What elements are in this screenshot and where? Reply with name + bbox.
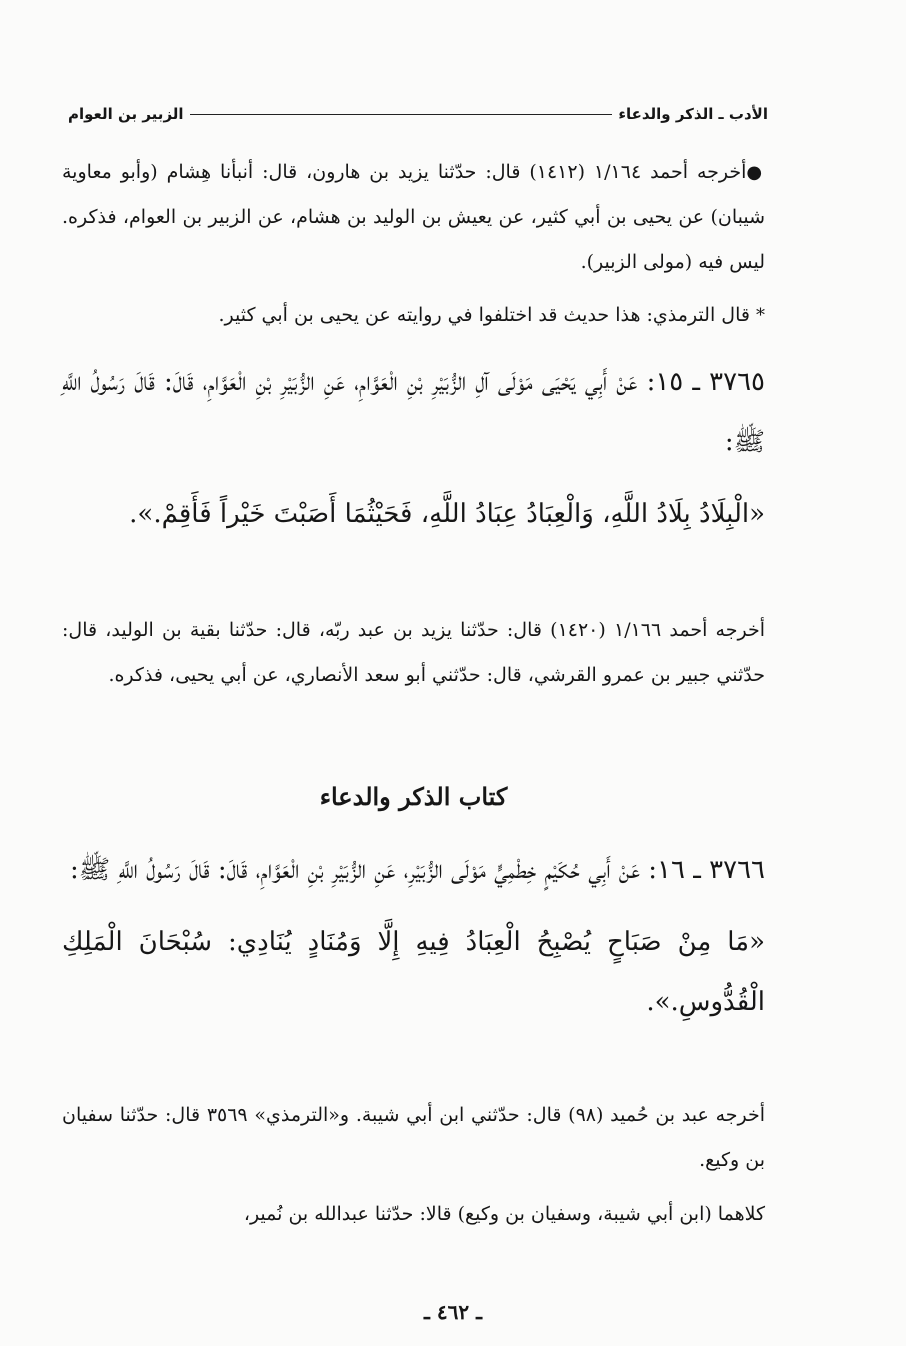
- header-rule: [190, 114, 613, 115]
- header-companion-name: الزبير بن العوام: [68, 105, 184, 123]
- takhrij-note-1: [62, 150, 765, 285]
- note-text: أخرجه أحمد ١/١٦٤ (١٤١٢) قال: حدّثنا يزيد بن هارون، قال: أنبأنا هِشام (وأبو معاوية شيبان) عن يحيى بن أبي كثير، عن يعيش بن الوليد بن هشام، عن الزبير بن العوام، فذكره. ليس فيه (مولى الزبير).: [62, 161, 765, 273]
- hadith-matn: «الْبِلَادُ بِلَادُ اللَّهِ، وَالْعِبَادُ عِبَادُ اللَّهِ، فَحَيْثُمَا أَصَبْتَ خَيْراً فَأَقِمْ.».: [129, 499, 765, 529]
- header-chapter-title: الأدب ـ الذكر والدعاء: [618, 105, 768, 123]
- takhrij-note-2: [62, 608, 765, 698]
- takhrij-note-4: [62, 1192, 765, 1237]
- hadith-3765: [62, 352, 765, 544]
- hadith-isnad: ٣٧٦٦ ـ ١٦: عَنْ أَبِي حُكَيْمٍ خِطْمِيٍّ مَوْلَى الزُّبَيْرِ، عَنِ الزُّبَيْرِ بْنِ الْعَوَّامِ، قَالَ: قَالَ رَسُولُ اللَّهِ ﷺ:: [70, 855, 765, 885]
- comment-text: قال الترمذي: هذا حديث قد اختلفوا في روايته عن يحيى بن أبي كثير.: [218, 304, 750, 326]
- bullet-icon: ●: [746, 162, 766, 183]
- tirmidhi-comment: [62, 293, 765, 338]
- running-header: [68, 101, 768, 127]
- asterisk-icon: *: [756, 305, 765, 326]
- hadith-3766: [62, 840, 765, 1032]
- takhrij-note-3: [62, 1093, 765, 1183]
- note-text: أخرجه أحمد ١/١٦٦ (١٤٢٠) قال: حدّثنا يزيد بن عبد ربّه، قال: حدّثنا بقية بن الوليد، قال: حدّثني جبير بن عمرو القرشي، قال: حدّثني أبو سعد الأنصاري، عن أبي يحيى، فذكره.: [62, 619, 765, 686]
- hadith-isnad: ٣٧٦٥ ـ ١٥: عَنْ أَبِي يَحْيَى مَوْلَى آلِ الزُّبَيْرِ بْنِ الْعَوَّامِ، عَنِ الزُّبَيْرِ بْنِ الْعَوَّامِ، قَالَ: قَالَ رَسُولُ اللَّهِ ﷺ:: [62, 367, 765, 457]
- section-title: كتاب الذكر والدعاء: [319, 782, 508, 811]
- note-text: أخرجه عبد بن حُميد (٩٨) قال: حدّثني ابن أبي شيبة. و«الترمذي» ٣٥٦٩ قال: حدّثنا سفيان بن وكيع.: [62, 1104, 766, 1171]
- hadith-matn: «مَا مِنْ صَبَاحٍ يُصْبِحُ الْعِبَادُ فِيهِ إِلَّا وَمُنَادٍ يُنَادِي: سُبْحَانَ الْمَلِكِ الْقُدُّوسِ.».: [62, 927, 765, 1017]
- note-text: كلاهما (ابن أبي شيبة، وسفيان بن وكيع) قالا: حدّثنا عبدالله بن نُمير،: [243, 1203, 765, 1225]
- page-number: ـ ٤٦٢ ـ: [424, 1300, 482, 1324]
